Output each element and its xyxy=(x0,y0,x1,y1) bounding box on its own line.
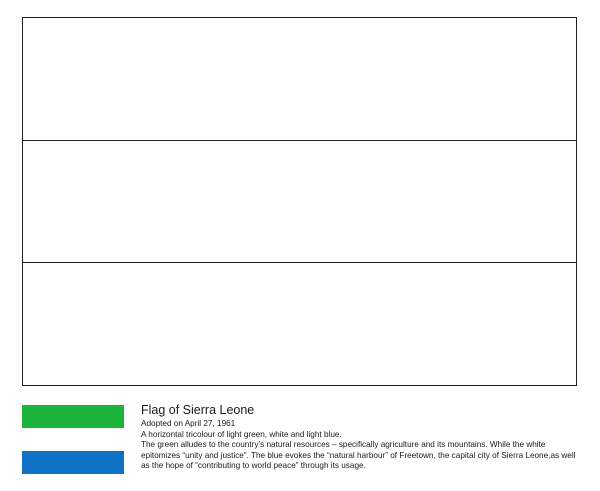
adopted-date: Adopted on April 27, 1961 xyxy=(141,419,236,428)
flag-caption xyxy=(141,403,581,472)
green-color-swatch xyxy=(22,405,124,428)
flag-stripe-bottom xyxy=(23,263,576,385)
blue-color-swatch xyxy=(22,451,124,474)
flag-description: A horizontal tricolour of light green, white and light blue. xyxy=(141,429,342,439)
flag-title: Flag of Sierra Leone xyxy=(141,403,255,417)
flag-symbolism: The green alludes to the country’s natural resources – specifically agriculture and its mountains. While the white epitomizes “unity and justice”. The blue evokes the “natural harbour” of Freetown, the capital city of Sierra Leone,as well as the hope of “contributing to world peace” through its usage. xyxy=(141,440,576,470)
flag-outline xyxy=(22,17,577,386)
flag-stripe-top xyxy=(23,18,576,140)
flag-stripe-middle xyxy=(23,140,576,262)
